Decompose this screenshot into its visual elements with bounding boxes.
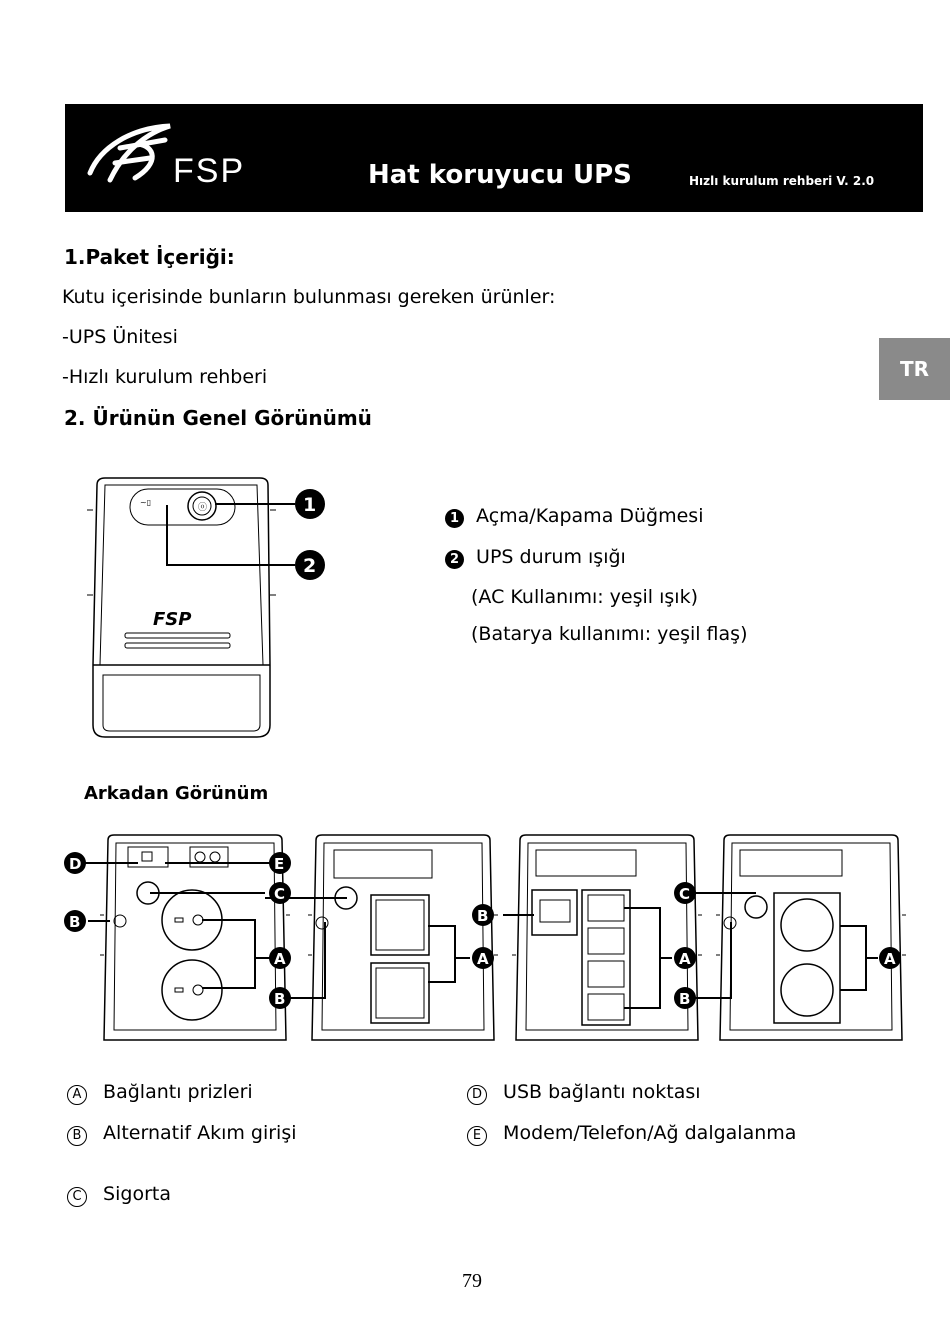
legend-item-power	[445, 505, 703, 528]
section2-heading: 2. Ürünün Genel Görünümü	[64, 406, 372, 430]
svg-text:B: B	[69, 913, 81, 931]
marker-A	[674, 947, 696, 969]
svg-text:B: B	[274, 990, 286, 1008]
legend-number: 2	[445, 550, 464, 569]
legend-letter: B	[67, 1126, 87, 1146]
marker-B	[64, 910, 86, 932]
legend-text: Açma/Kapama Düğmesi	[476, 505, 704, 527]
legend-letter: E	[467, 1126, 487, 1146]
list-item: -Hızlı kurulum rehberi	[62, 366, 268, 388]
marker-A	[269, 947, 291, 969]
language-tab: TR	[879, 338, 950, 400]
svg-text:A: A	[477, 950, 489, 968]
legend-text: Sigorta	[103, 1183, 171, 1205]
svg-text:D: D	[69, 855, 82, 873]
svg-text:B: B	[477, 907, 489, 925]
page-number: 79	[462, 1270, 482, 1292]
svg-text:C: C	[274, 885, 286, 903]
svg-text:ⓞ: ⓞ	[198, 503, 208, 513]
marker-C	[269, 882, 291, 904]
legend-text: UPS durum ışığı	[476, 546, 626, 568]
section1-intro: Kutu içerisinde bunların bulunması gereken ürünler:	[62, 286, 556, 308]
rear-legend-D	[467, 1081, 701, 1105]
legend-note-battery: (Batarya kullanımı: yeşil flaş)	[471, 623, 748, 645]
marker-B	[472, 904, 494, 926]
callout-1-label: 1	[303, 494, 317, 516]
rear-legend-B	[67, 1122, 297, 1146]
legend-letter: C	[67, 1187, 87, 1207]
legend-note-ac: (AC Kullanımı: yeşil ışık)	[471, 586, 698, 608]
rear-legend-C	[67, 1183, 171, 1207]
marker-B	[674, 987, 696, 1009]
legend-text: Modem/Telefon/Ağ dalgalanma	[503, 1122, 797, 1144]
rear-view-diagram	[60, 830, 910, 1045]
legend-letter: A	[67, 1085, 87, 1105]
legend-text: USB bağlantı noktası	[503, 1081, 701, 1103]
svg-text:A: A	[679, 950, 691, 968]
callout-2-label: 2	[303, 555, 317, 577]
rear-legend-A	[67, 1081, 253, 1105]
marker-B	[269, 987, 291, 1009]
marker-C	[674, 882, 696, 904]
guide-version: Hızlı kurulum rehberi V. 2.0	[689, 174, 875, 188]
marker-E	[269, 852, 291, 874]
legend-letter: D	[467, 1085, 487, 1105]
marker-A	[879, 947, 901, 969]
front-view-diagram	[85, 475, 345, 745]
rear-view-heading: Arkadan Görünüm	[84, 783, 269, 804]
svg-text:A: A	[884, 950, 896, 968]
rear-legend-E	[467, 1122, 796, 1146]
legend-text: Bağlantı prizleri	[103, 1081, 253, 1103]
legend-item-status	[445, 546, 626, 569]
marker-D	[64, 852, 86, 874]
list-item: -UPS Ünitesi	[62, 326, 178, 348]
legend-number: 1	[445, 509, 464, 528]
svg-text:A: A	[274, 950, 286, 968]
marker-A	[472, 947, 494, 969]
page-title: Hat koruyucu UPS	[368, 160, 632, 190]
svg-text:B: B	[679, 990, 691, 1008]
section1-heading: 1.Paket İçeriği:	[64, 245, 235, 269]
legend-text: Alternatif Akım girişi	[103, 1122, 297, 1144]
svg-text:C: C	[679, 885, 691, 903]
brand-name: FSP	[173, 152, 246, 190]
svg-text:E: E	[274, 855, 285, 873]
svg-text:~▯: ~▯	[140, 498, 152, 507]
front-brand-label: FSP	[153, 609, 192, 630]
